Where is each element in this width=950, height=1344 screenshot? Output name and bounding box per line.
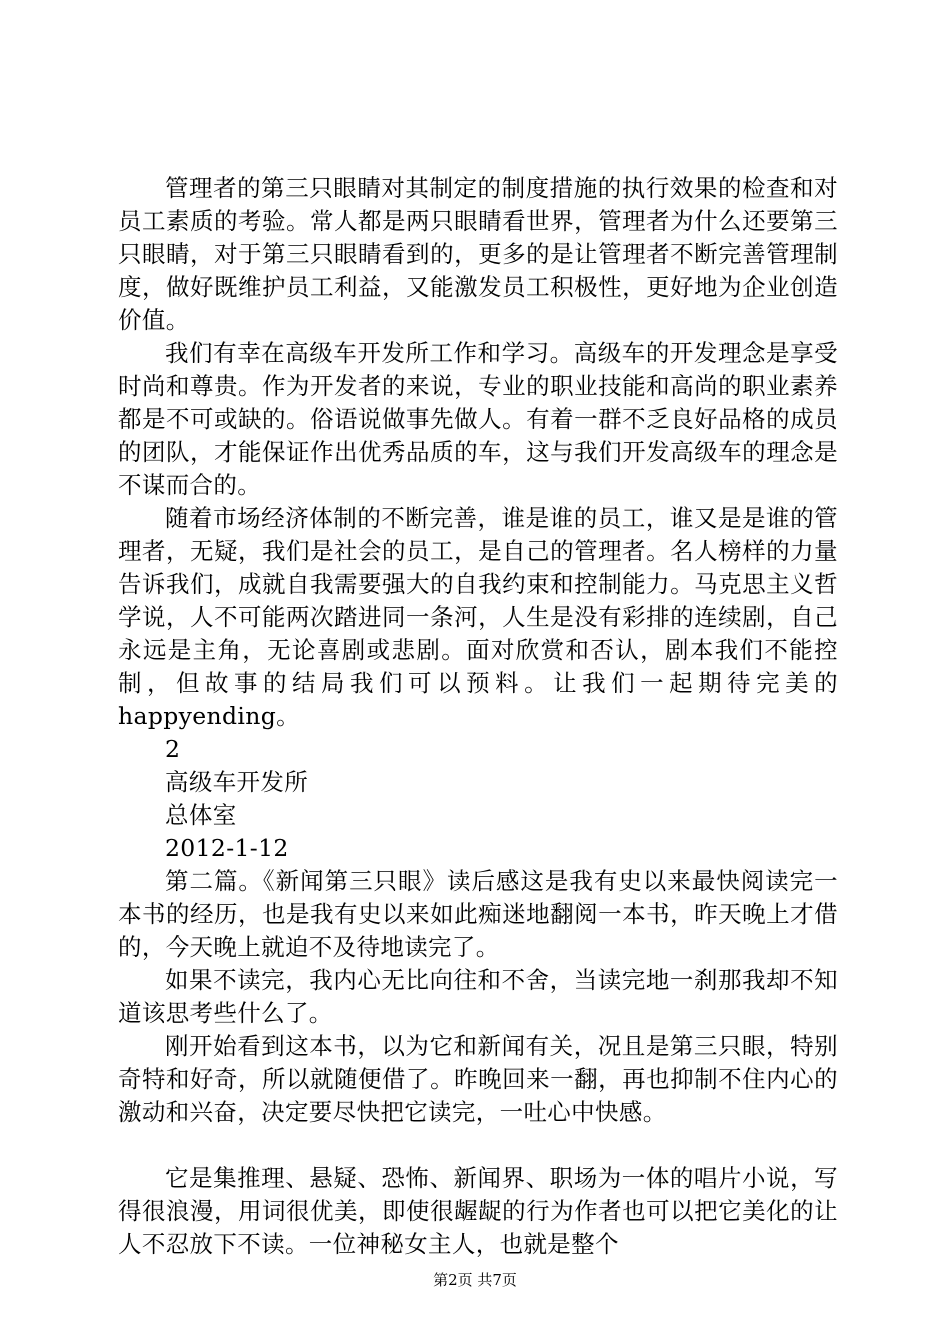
document-body bbox=[118, 172, 838, 1261]
paragraph-5: 如果不读完，我内心无比向往和不舍，当读完地一刹那我却不知道该思考些什么了。 bbox=[118, 966, 838, 1027]
paragraph-6: 刚开始看到这本书，以为它和新闻有关，况且是第三只眼，特别奇特和好奇，所以就随便借了。昨晚回来一翻，再也抑制不住内心的激动和兴奋，决定要尽快把它读完，一吐心中快感。 bbox=[118, 1032, 838, 1126]
paragraph-1: 管理者的第三只眼睛对其制定的制度措施的执行效果的检查和对员工素质的考验。常人都是两只眼睛看世界，管理者为什么还要第三只眼睛，对于第三只眼睛看到的，更多的是让管理者不断完善管理制度，做好既维护员工利益，又能激发员工积极性，更好地为企业创造价值。 bbox=[118, 174, 838, 334]
page-footer: 第2页 共7页 bbox=[433, 1271, 517, 1289]
signature-date: 2012-1-12 bbox=[165, 834, 289, 862]
paragraph-7: 它是集推理、悬疑、恐怖、新闻界、职场为一体的唱片小说，写得很浪漫，用词很优美，即使很龌龊的行为作者也可以把它美化的让人不忍放下不读。一位神秘女主人，也就是整个 bbox=[118, 1164, 838, 1258]
paragraph-gap bbox=[118, 1129, 838, 1162]
signature-dept: 总体室 bbox=[165, 801, 237, 829]
paragraph-3: 随着市场经济体制的不断完善，谁是谁的员工，谁又是是谁的管理者，无疑，我们是社会的员工，是自己的管理者。名人榜样的力量告诉我们，成就自我需要强大的自我约束和控制能力。马克思主义哲学说，人不可能两次踏进同一条河，人生是没有彩排的连续剧，自己永远是主角，无论喜剧或悲剧。面对欣赏和否认，剧本我们不能控制，但故事的结局我们可以预料。让我们一起期待完美的happyending。 bbox=[118, 504, 838, 730]
signature-number: 2 bbox=[165, 735, 181, 763]
signature-org: 高级车开发所 bbox=[165, 768, 309, 796]
paragraph-4: 第二篇。《新闻第三只眼》读后感这是我有史以来最快阅读完一本书的经历，也是我有史以来如此痴迷地翻阅一本书，昨天晚上才借的，今天晚上就迫不及待地读完了。 bbox=[118, 867, 838, 961]
paragraph-2: 我们有幸在高级车开发所工作和学习。高级车的开发理念是享受时尚和尊贵。作为开发者的来说，专业的职业技能和高尚的职业素养都是不可或缺的。俗语说做事先做人。有着一群不乏良好品格的成员的团队，才能保证作出优秀品质的车，这与我们开发高级车的理念是不谋而合的。 bbox=[118, 339, 838, 499]
